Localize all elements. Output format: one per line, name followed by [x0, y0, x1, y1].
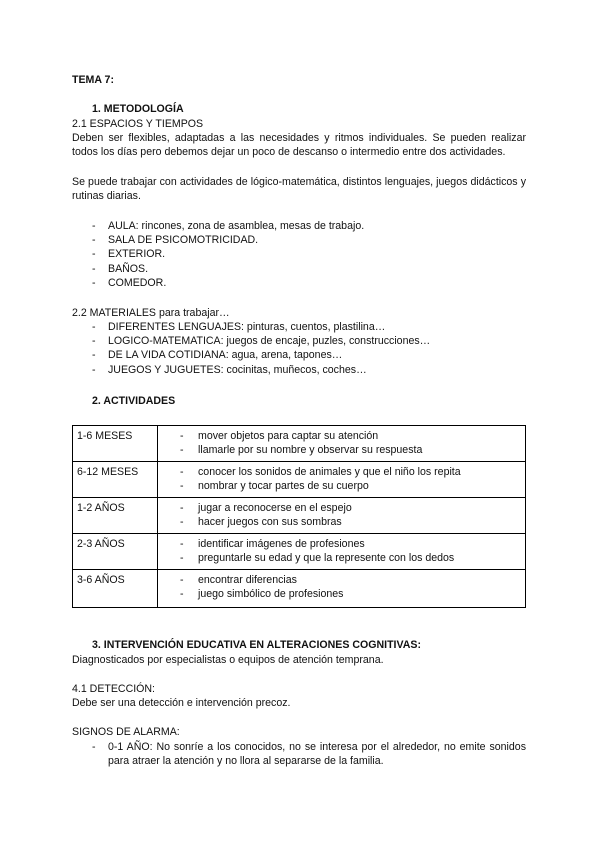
section1-heading: 1. METODOLOGÍA — [92, 103, 184, 115]
activity-item: - identificar imágenes de profesiones — [180, 538, 525, 552]
detection-text: Debe ser una detección e intervención precoz. — [72, 697, 291, 709]
activities-cell — [158, 462, 526, 498]
activity-item: - conocer los sonidos de animales y que el niño los repita — [180, 466, 525, 480]
table-row — [73, 426, 526, 462]
age-cell: 1-6 MESES — [73, 426, 158, 462]
table-row — [73, 462, 526, 498]
section2-heading: 2. ACTIVIDADES — [92, 395, 176, 407]
list-item: - EXTERIOR. — [92, 247, 364, 261]
activities-cell — [158, 426, 526, 462]
list-item: - LOGICO-MATEMATICA: juegos de encaje, puzles, construcciones… — [92, 334, 430, 348]
alarm-bullet: - — [92, 741, 96, 753]
list-item: - SALA DE PSICOMOTRICIDAD. — [92, 233, 364, 247]
age-cell: 6-12 MESES — [73, 462, 158, 498]
section3-intro: Diagnosticados por especialistas o equipos de atención temprana. — [72, 654, 384, 666]
table-row — [73, 570, 526, 608]
materials-list — [92, 320, 430, 377]
table-row — [73, 534, 526, 570]
activities-table — [72, 425, 526, 608]
activity-item: - mover objetos para captar su atención — [180, 430, 525, 444]
age-cell: 2-3 AÑOS — [73, 534, 158, 570]
alarm-sign-item: 0-1 AÑO: No sonríe a los conocidos, no se interesa por el alrededor, no emite sonidos para atraer la atención y no llora al separarse de la familia. — [108, 741, 526, 767]
list-item: - AULA: rincones, zona de asamblea, mesas de trabajo. — [92, 219, 364, 233]
paragraph-activities: Se puede trabajar con actividades de lógico-matemática, distintos lenguajes, juegos didácticos y rutinas diarias. — [72, 176, 526, 202]
activities-cell — [158, 534, 526, 570]
spaces-list — [92, 219, 364, 290]
paragraph-flexible: Deben ser flexibles, adaptadas a las necesidades y ritmos individuales. Se pueden realizar todos los días pero debemos dejar un poco de descanso o intermedio entre dos actividades. — [72, 132, 526, 158]
activity-item: - preguntarle su edad y que la represente con los dedos — [180, 552, 525, 566]
activities-cell — [158, 570, 526, 608]
activity-item: - nombrar y tocar partes de su cuerpo — [180, 480, 525, 494]
section3-heading: 3. INTERVENCIÓN EDUCATIVA EN ALTERACIONES COGNITIVAS: — [92, 639, 422, 651]
subsection-materials-title: 2.2 MATERIALES para trabajar… — [72, 307, 230, 319]
activities-cell — [158, 498, 526, 534]
list-item: - JUEGOS Y JUGUETES: cocinitas, muñecos, coches… — [92, 363, 430, 377]
alarm-signs-title: SIGNOS DE ALARMA: — [72, 726, 180, 738]
age-cell: 3-6 AÑOS — [73, 570, 158, 608]
list-item: - DIFERENTES LENGUAJES: pinturas, cuentos, plastilina… — [92, 320, 430, 334]
activity-item: - llamarle por su nombre y observar su respuesta — [180, 444, 525, 458]
document-title: TEMA 7: — [72, 74, 114, 86]
list-item: - COMEDOR. — [92, 276, 364, 290]
subsection-spaces-title: 2.1 ESPACIOS Y TIEMPOS — [72, 118, 204, 130]
activity-item: - hacer juegos con sus sombras — [180, 516, 525, 530]
activity-item: - juego simbólico de profesiones — [180, 588, 525, 602]
detection-title: 4.1 DETECCIÓN: — [72, 683, 156, 695]
table-row — [73, 498, 526, 534]
list-item: - DE LA VIDA COTIDIANA: agua, arena, tapones… — [92, 348, 430, 362]
age-cell: 1-2 AÑOS — [73, 498, 158, 534]
activity-item: - jugar a reconocerse en el espejo — [180, 502, 525, 516]
list-item: - BAÑOS. — [92, 262, 364, 276]
activity-item: - encontrar diferencias — [180, 574, 525, 588]
